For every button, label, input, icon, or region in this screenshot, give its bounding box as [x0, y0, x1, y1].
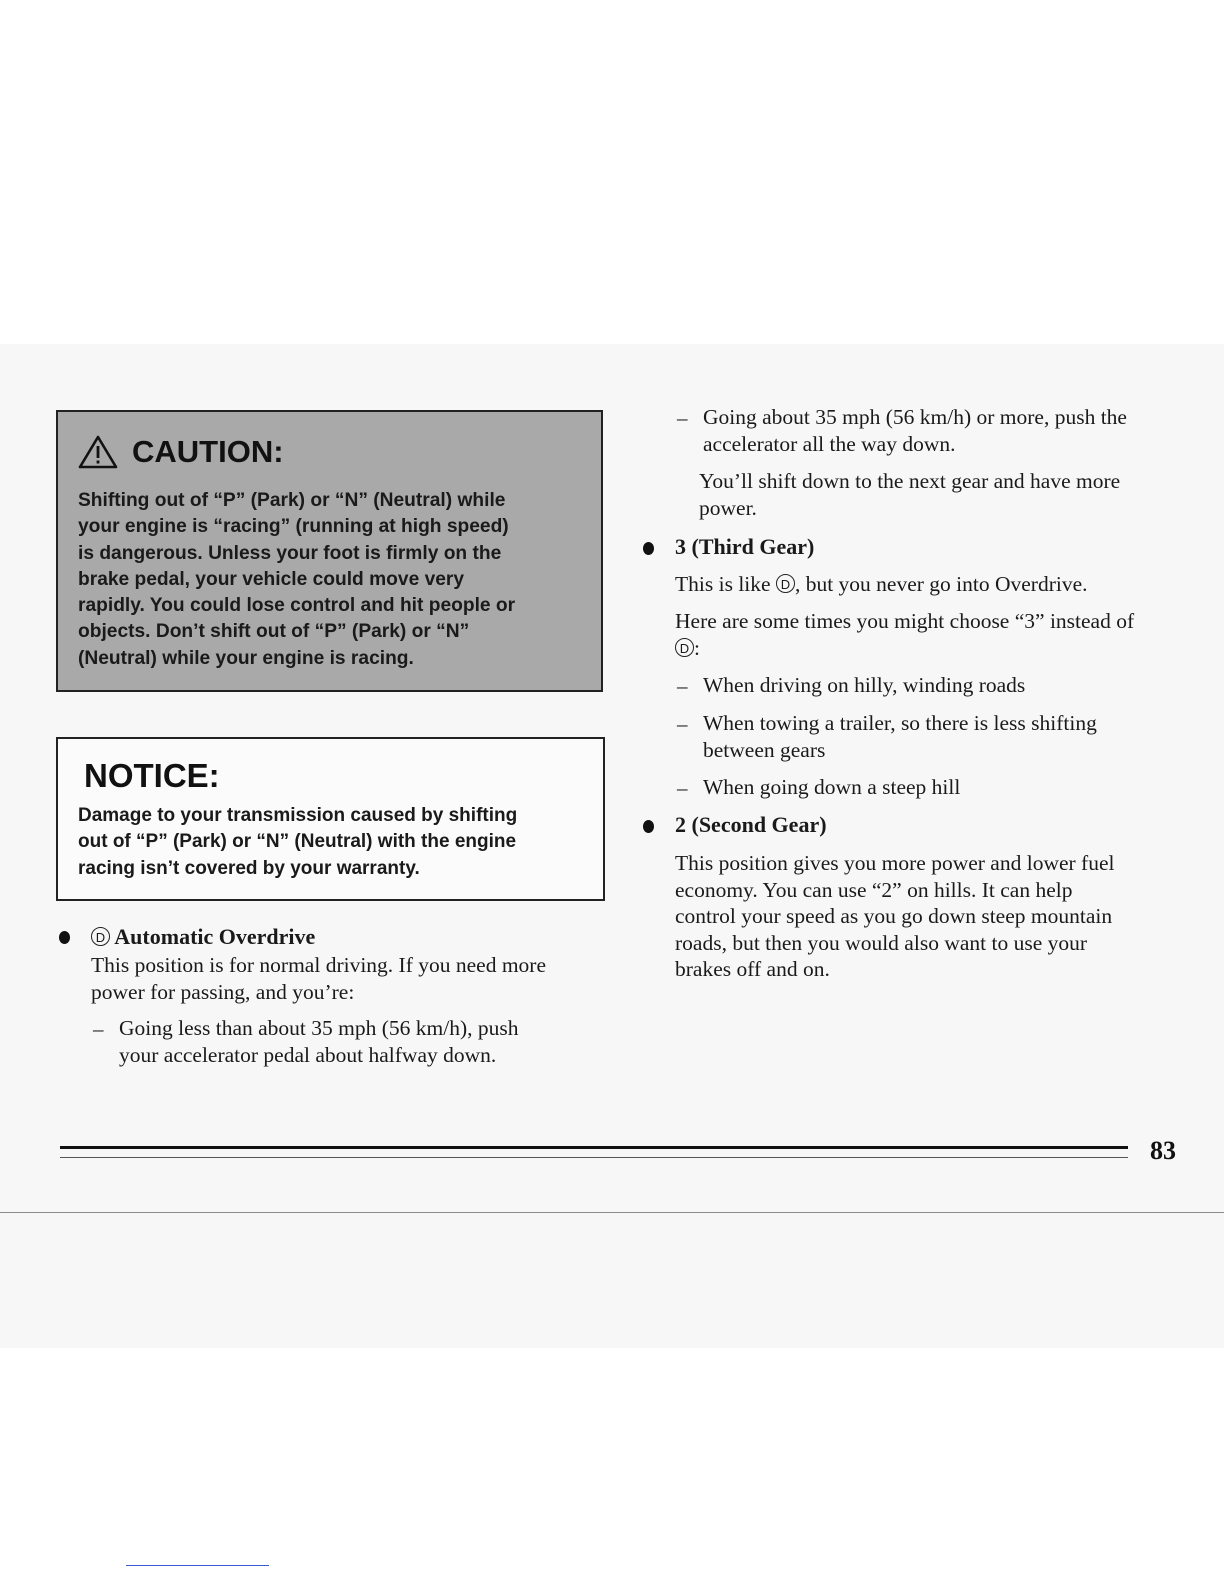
text-span: :	[694, 635, 700, 660]
third-item	[703, 710, 1183, 763]
third-gear-like	[675, 571, 1195, 598]
overdrive-d-icon: D	[675, 638, 694, 657]
page-number: 83	[1150, 1136, 1176, 1165]
notice-line: Damage to your transmission caused by shifting	[78, 805, 518, 826]
text-line: roads, but then you would also want to use your	[675, 930, 1088, 955]
caution-heading	[78, 434, 284, 470]
text-line: accelerator all the way down.	[703, 431, 956, 456]
text-line: When towing a trailer, so there is less shifting	[703, 711, 1097, 735]
text-line: your accelerator pedal about halfway down.	[119, 1042, 497, 1067]
overdrive-d-icon: D	[91, 927, 110, 946]
text-line	[675, 635, 1195, 662]
overdrive-d-icon: D	[776, 574, 795, 593]
bullet-icon	[643, 542, 654, 555]
text-line: Here are some times you might choose “3” instead of	[675, 609, 1135, 633]
dash-icon: –	[677, 406, 688, 430]
notice-line: out of “P” (Park) or “N” (Neutral) with the engine	[78, 831, 517, 853]
text-span: This is like	[675, 572, 771, 596]
text-line: Going less than about 35 mph (56 km/h), push	[119, 1016, 519, 1040]
footer-rule	[60, 1157, 1128, 1158]
caution-title: CAUTION:	[132, 434, 284, 469]
dash-icon: –	[677, 712, 688, 736]
caution-text	[78, 488, 588, 672]
dash-icon: –	[93, 1017, 104, 1041]
caution-line: objects. Don’t shift out of “P” (Park) or “N”	[78, 621, 470, 643]
caution-line: your engine is “racing” (running at high speed)	[78, 516, 509, 538]
dash-icon: –	[677, 674, 688, 698]
third-gear-heading: 3 (Third Gear)	[675, 534, 815, 559]
text-line: economy. You can use “2” on hills. It can help	[675, 877, 1073, 902]
text-line: between gears	[703, 737, 826, 762]
scan-edge-line	[0, 1212, 1224, 1213]
caution-line: is dangerous. Unless your foot is firmly on the	[78, 542, 502, 564]
text-line: This position is for normal driving. If you need more	[91, 953, 547, 977]
third-item: When driving on hilly, winding roads	[703, 673, 1026, 697]
caution-line: rapidly. You could lose control and hit people or	[78, 595, 516, 617]
text-span: , but you never go into Overdrive.	[794, 572, 1088, 596]
third-gear-times	[675, 608, 1195, 661]
footer-rule	[60, 1146, 1128, 1149]
text-line: power.	[699, 495, 757, 520]
third-item: When going down a steep hill	[703, 775, 961, 799]
second-gear-heading: 2 (Second Gear)	[675, 812, 827, 837]
text-line: power for passing, and you’re:	[91, 979, 355, 1004]
overdrive-heading	[91, 923, 315, 951]
caution-line: Shifting out of “P” (Park) or “N” (Neutral) while	[78, 490, 506, 511]
notice-box	[56, 737, 605, 901]
overdrive-heading-text: Automatic Overdrive	[114, 924, 316, 949]
caution-line: (Neutral) while your engine is racing.	[78, 647, 414, 669]
text-line: brakes off and on.	[675, 957, 830, 981]
caution-line: brake pedal, your vehicle could move very	[78, 568, 465, 590]
bullet-icon	[59, 931, 70, 944]
notice-line: racing isn’t covered by your warranty.	[78, 857, 420, 879]
text-line: Going about 35 mph (56 km/h) or more, push the	[703, 405, 1127, 429]
notice-title: NOTICE:	[84, 757, 220, 794]
text-line: You’ll shift down to the next gear and have more	[699, 469, 1121, 493]
text-line: This position gives you more power and lower fuel	[675, 851, 1115, 875]
divider	[126, 1565, 269, 1566]
dash-icon: –	[677, 776, 688, 800]
text-line: control your speed as you go down steep mountain	[675, 904, 1113, 928]
overdrive-paragraph	[91, 952, 611, 1005]
caution-box	[56, 410, 603, 692]
dash-item	[703, 404, 1203, 457]
warning-triangle-icon	[78, 435, 118, 469]
bullet-icon	[643, 820, 654, 833]
shift-paragraph	[699, 468, 1199, 521]
dash-item	[119, 1015, 599, 1068]
notice-text	[78, 803, 593, 882]
second-gear-paragraph	[675, 850, 1195, 983]
